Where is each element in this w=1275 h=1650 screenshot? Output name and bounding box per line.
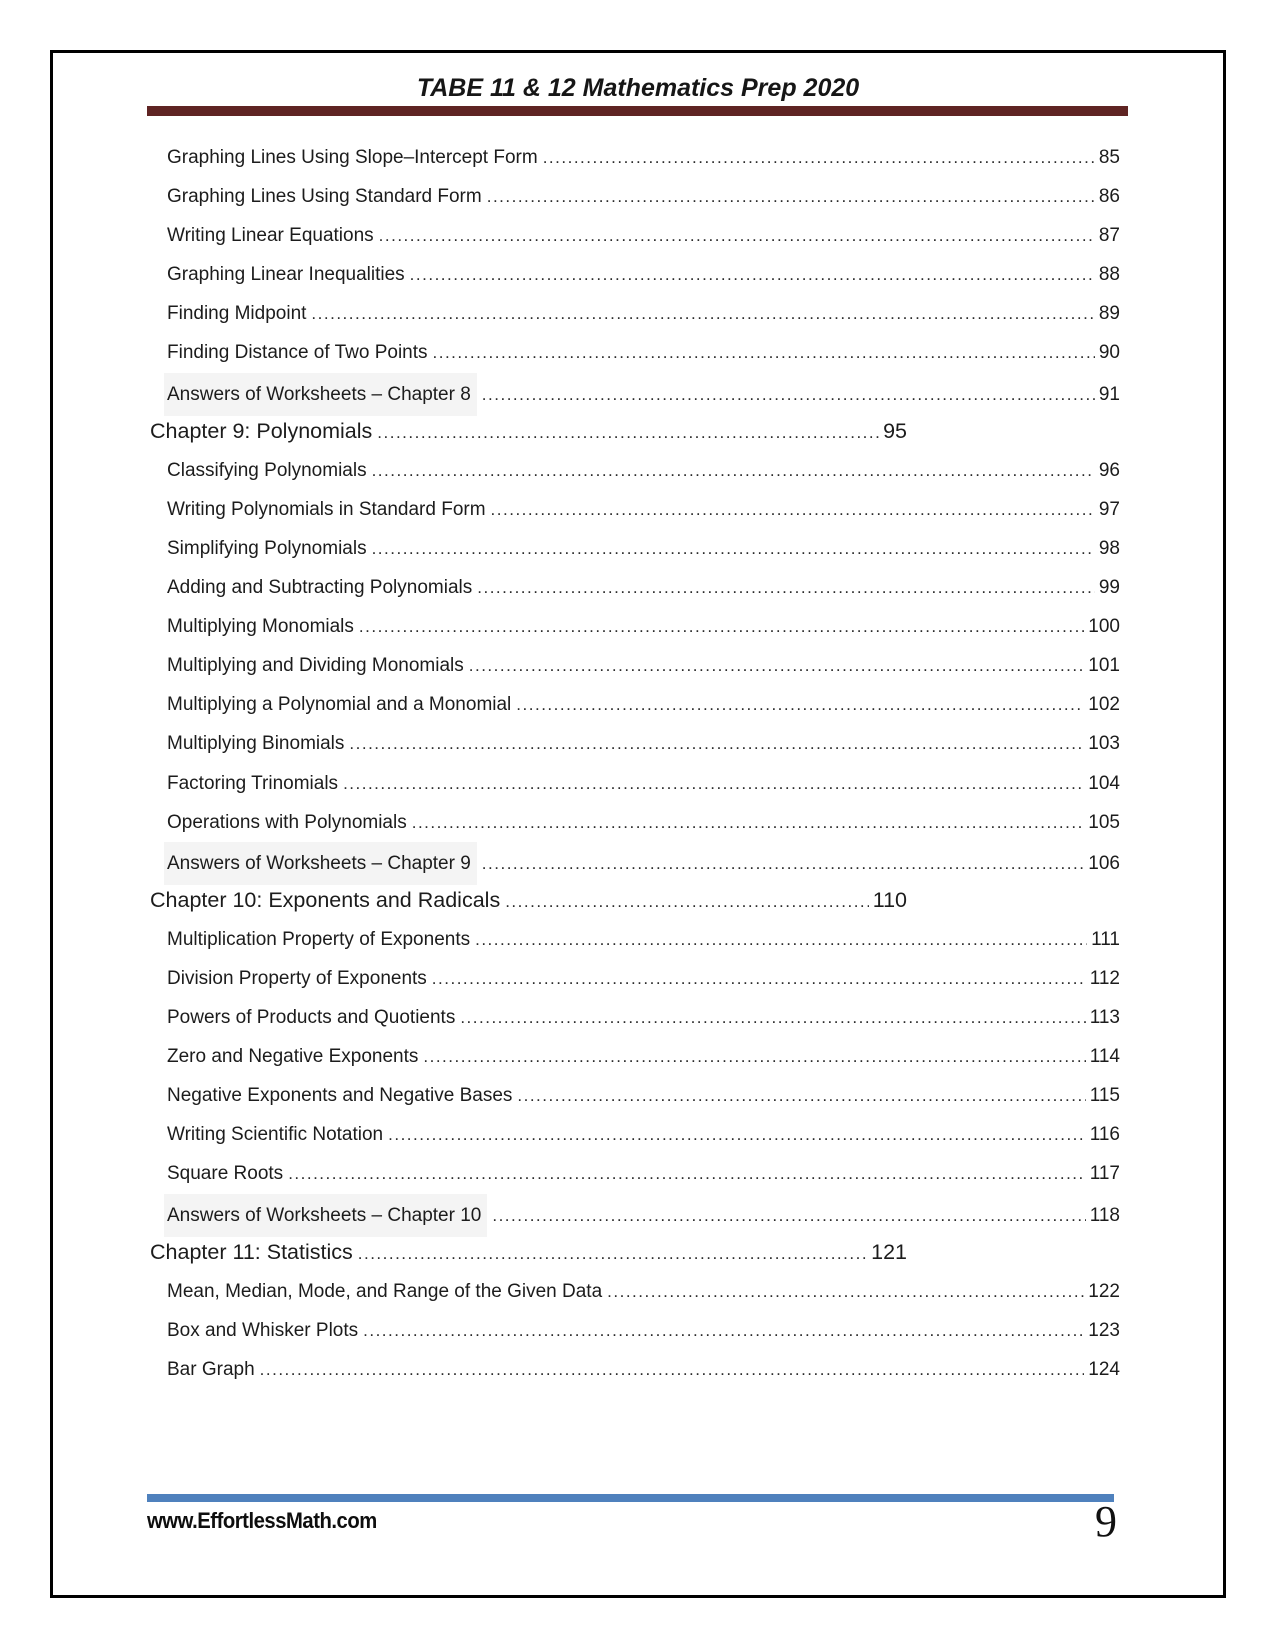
toc-entry-label: Multiplying Monomials — [167, 616, 354, 638]
toc-entry-label: Graphing Lines Using Standard Form — [167, 186, 482, 208]
toc-entry-page-number: 106 — [1088, 852, 1120, 874]
toc-entry — [150, 138, 1120, 177]
toc-entry — [150, 529, 1120, 568]
toc-entry-label: Answers of Worksheets – Chapter 8 — [164, 373, 477, 416]
toc-entry — [150, 412, 907, 451]
toc-entry-page-number: 110 — [872, 887, 907, 912]
toc-entry-label: Square Roots — [167, 1163, 284, 1185]
toc-entry-page-number: 98 — [1098, 537, 1120, 559]
toc-entry-page-number: 89 — [1098, 303, 1120, 325]
toc-entry-page-number: 96 — [1098, 459, 1120, 481]
toc-entry — [150, 1194, 1120, 1233]
toc-entry-label: Powers of Products and Quotients — [167, 1007, 456, 1029]
toc-dotted-leader — [343, 764, 1084, 803]
toc-entry-page-number: 114 — [1089, 1046, 1120, 1068]
toc-entry-label: Answers of Worksheets – Chapter 10 — [164, 1194, 487, 1237]
toc-entry — [150, 568, 1120, 607]
toc-entry — [150, 1154, 1120, 1193]
toc-dotted-leader — [492, 1196, 1085, 1235]
toc-entry-label: Operations with Polynomials — [167, 811, 407, 833]
toc-entry-label: Multiplication Property of Exponents — [167, 928, 471, 950]
toc-entry-label: Zero and Negative Exponents — [167, 1046, 419, 1068]
toc-entry — [150, 881, 907, 920]
toc-entry-page-number: 99 — [1098, 577, 1120, 599]
toc-entry-label: Multiplying a Polynomial and a Monomial — [167, 694, 512, 716]
toc-entry-page-number: 102 — [1088, 694, 1120, 716]
toc-entry-page-number: 88 — [1098, 264, 1120, 286]
page-number: 9 — [1095, 1497, 1117, 1546]
toc-entry-label: Factoring Trinomials — [167, 772, 339, 794]
toc-entry-page-number: 118 — [1089, 1204, 1120, 1226]
toc-dotted-leader — [482, 844, 1085, 883]
toc-dotted-leader — [412, 803, 1085, 842]
toc-entry-label: Finding Distance of Two Points — [167, 342, 428, 364]
toc-dotted-leader — [543, 138, 1095, 177]
toc-entry — [150, 1233, 907, 1272]
toc-entry-label: Graphing Linear Inequalities — [167, 264, 405, 286]
toc-entry-page-number: 103 — [1088, 733, 1120, 755]
toc-dotted-leader — [372, 529, 1095, 568]
toc-entry-label: Chapter 11: Statistics — [150, 1239, 353, 1264]
toc-entry-label: Chapter 10: Exponents and Radicals — [150, 887, 501, 912]
toc-entry-page-number: 121 — [871, 1239, 907, 1264]
table-of-contents — [150, 138, 1120, 1389]
toc-dotted-leader — [423, 1037, 1085, 1076]
toc-entry — [150, 1037, 1120, 1076]
toc-entry-label: Box and Whisker Plots — [167, 1319, 359, 1341]
toc-entry-label: Adding and Subtracting Polynomials — [167, 577, 473, 599]
toc-dotted-leader — [477, 568, 1095, 607]
toc-entry — [150, 998, 1120, 1037]
toc-entry — [150, 607, 1120, 646]
toc-entry-label: Classifying Polynomials — [167, 459, 367, 481]
toc-entry — [150, 294, 1120, 333]
toc-entry — [150, 646, 1120, 685]
toc-dotted-leader — [288, 1154, 1086, 1193]
toc-entry — [150, 685, 1120, 724]
toc-dotted-leader — [607, 1272, 1084, 1311]
toc-dotted-leader — [475, 920, 1087, 959]
toc-entry-label: Multiplying Binomials — [167, 733, 345, 755]
toc-entry-page-number: 95 — [883, 418, 907, 443]
toc-entry-label: Multiplying and Dividing Monomials — [167, 655, 464, 677]
toc-entry-label: Mean, Median, Mode, and Range of the Given Data — [167, 1280, 603, 1302]
toc-entry-label: Writing Linear Equations — [167, 225, 374, 247]
toc-entry — [150, 373, 1120, 412]
toc-dotted-leader — [491, 490, 1095, 529]
footer-website: www.EffortlessMath.com — [147, 1508, 377, 1533]
toc-entry-page-number: 122 — [1088, 1280, 1120, 1302]
toc-entry — [150, 255, 1120, 294]
toc-entry — [150, 216, 1120, 255]
toc-dotted-leader — [516, 685, 1084, 724]
header-rule — [147, 106, 1128, 116]
toc-dotted-leader — [388, 1115, 1086, 1154]
toc-entry-label: Writing Scientific Notation — [167, 1124, 384, 1146]
toc-entry-page-number: 113 — [1089, 1007, 1120, 1029]
toc-entry-label: Graphing Lines Using Slope–Intercept Form — [167, 147, 538, 168]
toc-dotted-leader — [349, 724, 1084, 763]
toc-dotted-leader — [487, 177, 1095, 216]
toc-dotted-leader — [260, 1350, 1085, 1389]
toc-dotted-leader — [433, 333, 1095, 372]
toc-entry-label: Writing Polynomials in Standard Form — [167, 498, 486, 520]
toc-entry-page-number: 124 — [1088, 1358, 1120, 1380]
toc-dotted-leader — [432, 959, 1086, 998]
toc-entry-label: Bar Graph — [167, 1358, 255, 1380]
toc-entry-label: Chapter 9: Polynomials — [150, 418, 373, 443]
toc-entry-label: Answers of Worksheets – Chapter 9 — [164, 842, 477, 885]
toc-dotted-leader — [363, 1311, 1084, 1350]
toc-entry — [150, 803, 1120, 842]
toc-entry-page-number: 123 — [1088, 1319, 1120, 1341]
footer-rule — [147, 1494, 1114, 1502]
toc-entry-page-number: 112 — [1089, 967, 1120, 989]
toc-entry — [150, 842, 1120, 881]
toc-entry-page-number: 115 — [1089, 1085, 1120, 1107]
toc-entry — [150, 764, 1120, 803]
toc-dotted-leader — [410, 255, 1095, 294]
toc-entry — [150, 490, 1120, 529]
toc-dotted-leader — [469, 646, 1085, 685]
toc-entry-page-number: 90 — [1098, 342, 1120, 364]
toc-entry — [150, 724, 1120, 763]
toc-dotted-leader — [359, 607, 1084, 646]
toc-entry — [150, 959, 1120, 998]
toc-dotted-leader — [460, 998, 1085, 1037]
toc-entry-label: Negative Exponents and Negative Bases — [167, 1085, 513, 1107]
page-title: TABE 11 & 12 Mathematics Prep 2020 — [416, 74, 860, 102]
toc-dotted-leader — [377, 412, 879, 452]
toc-entry-page-number: 116 — [1089, 1124, 1120, 1146]
toc-entry-page-number: 86 — [1098, 186, 1120, 208]
toc-entry-page-number: 105 — [1088, 811, 1120, 833]
toc-entry — [150, 1311, 1120, 1350]
toc-entry-page-number: 87 — [1098, 225, 1120, 247]
toc-dotted-leader — [379, 216, 1095, 255]
toc-entry-page-number: 97 — [1098, 498, 1120, 520]
toc-entry-label: Simplifying Polynomials — [167, 537, 367, 559]
toc-dotted-leader — [311, 294, 1094, 333]
toc-entry — [150, 177, 1120, 216]
toc-dotted-leader — [505, 881, 869, 921]
toc-entry — [150, 1272, 1120, 1311]
toc-dotted-leader — [372, 451, 1095, 490]
toc-entry — [150, 451, 1120, 490]
toc-entry — [150, 1076, 1120, 1115]
toc-dotted-leader — [482, 375, 1095, 414]
toc-entry — [150, 920, 1120, 959]
toc-entry-page-number: 101 — [1088, 655, 1120, 677]
toc-entry-label: Finding Midpoint — [167, 303, 307, 325]
toc-entry — [150, 333, 1120, 372]
toc-entry-page-number: 117 — [1089, 1163, 1120, 1185]
toc-entry-page-number: 100 — [1088, 616, 1120, 638]
toc-entry-label: Division Property of Exponents — [167, 967, 427, 989]
toc-entry — [150, 1350, 1120, 1389]
toc-entry-page-number: 104 — [1088, 772, 1120, 794]
toc-entry-page-number: 111 — [1091, 928, 1120, 950]
toc-entry-page-number: 91 — [1098, 383, 1120, 405]
toc-entry-page-number: 85 — [1098, 147, 1120, 168]
toc-entry — [150, 1115, 1120, 1154]
toc-dotted-leader — [517, 1076, 1085, 1115]
toc-dotted-leader — [358, 1233, 867, 1273]
